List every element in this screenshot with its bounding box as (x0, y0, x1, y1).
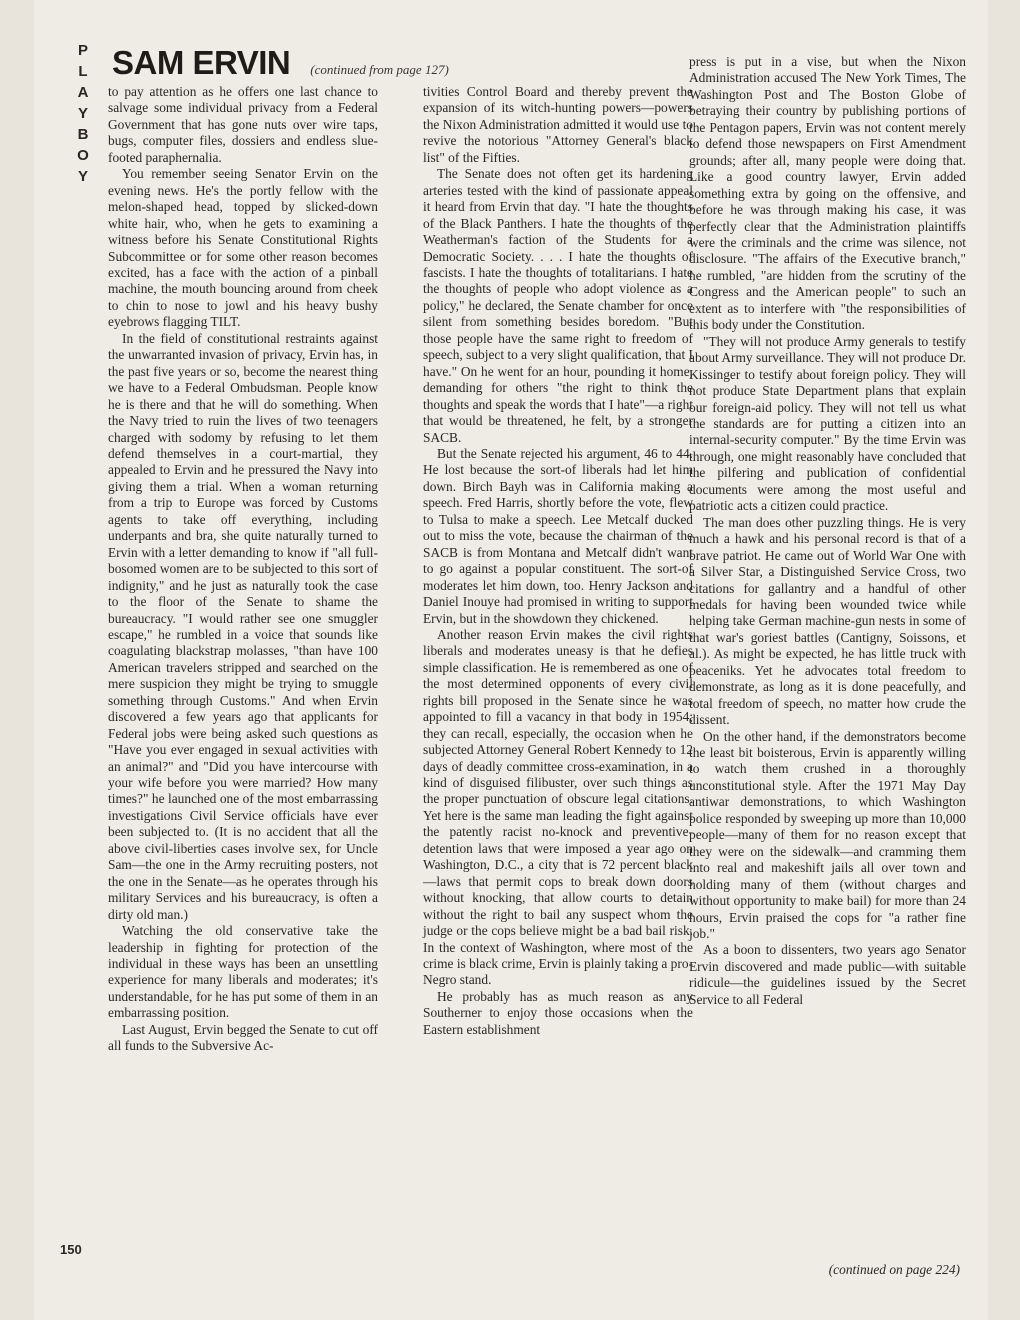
text-column-1 (108, 84, 378, 1055)
continued-on-note: (continued on page 224) (828, 1262, 960, 1277)
paragraph: He probably has as much reason as any Southerner to enjoy those occasions when the Eastern establishment (423, 988, 693, 1037)
paragraph: You remember seeing Senator Ervin on the evening news. He's the portly fellow with the melon-shaped head, topped by slicked-down white hair, who, when he gets to examining a witness before his Senate Constitutional Rights Subcommittee or for some other reason becomes excited, has a face with the action of a pinball machine, the mouth bouncing around from cheek to chin to nose to jowl and his heavy bushy eyebrows flagging TILT. (108, 166, 378, 330)
paragraph: tivities Control Board and thereby prevent the expansion of its witch-hunting powers—powers the Nixon Administration admitted it would use to revive the notorious "Attorney General's black list" of the Fifties. (423, 84, 693, 165)
text-column-3 (689, 54, 966, 1008)
continued-from-note: (continued from page 127) (310, 62, 449, 77)
masthead-letter: P (77, 42, 88, 59)
paragraph: to pay attention as he offers one last chance to salvage some individual privacy from a Federal Government that has gone nuts over wire taps, bugs, computer files, dossiers and endless slue-footed paraphernalia. (108, 84, 378, 165)
paragraph: Watching the old conservative take the leadership in fighting for protection of the individual in these ways has been an unsettling experience for many liberals and moderates; it's understandable, for he has put some of them in an embarrassing position. (108, 923, 378, 1021)
magazine-masthead (72, 40, 94, 187)
paragraph: Last August, Ervin begged the Senate to cut off all funds to the Subversive Ac- (108, 1021, 378, 1054)
masthead-letter: Y (77, 168, 88, 185)
masthead-letter: Y (77, 105, 88, 122)
paragraph: The man does other puzzling things. He is very much a hawk and his personal record is that of a brave patriot. He came out of World War One with a Silver Star, a Distinguished Service Cross, two citations for gallantry and a handful of other medals for having been wounded twice while helping take German machine-gun nests in some of that war's goriest battles (Cantigny, Soissons, et al.). As might be expected, he has little truck with peaceniks. Yet he advocates total freedom to demonstrate, as long as it is done peacefully, and total freedom of speech, no matter how crude the dissent. (689, 514, 966, 728)
masthead-letter: A (77, 84, 89, 101)
masthead-letter: B (77, 126, 89, 143)
paragraph: But the Senate rejected his argument, 46 to 44. He lost because the sort-of liberals had let him down. Birch Bayh was in California making a speech. Fred Harris, shortly before the vote, flew to Tulsa to make a speech. Lee Metcalf ducked out to miss the vote, because the chairman of the SACB is from Montana and Metcalf didn't want to go against a popular constituent. The sort-of moderates let him down, too. Henry Jackson and Daniel Inouye had promised in writing to support Ervin, but in the showdown they chickened. (423, 445, 693, 626)
masthead-letter: O (77, 147, 89, 164)
article-header (112, 44, 449, 82)
text-column-2 (423, 84, 693, 1038)
magazine-page (34, 0, 988, 1320)
paragraph: Another reason Ervin makes the civil rights liberals and moderates uneasy is that he defies simple classification. He is remembered as one of the most determined opponents of every civil rights bill proposed in the Senate since he was appointed to fill a vacancy in that body in 1954; they can recall, especially, the occasion when he subjected Attorney General Robert Kennedy to 12 days of deadly committee cross-examination, in a kind of disguised filibuster, over such things as the proper punctuation of obscure legal citations. Yet here is the same man leading the fight against the patently racist no-knock and preventive-detention laws that were imposed a year ago on Washington, D.C., a city that is 72 percent black—laws that permit cops to break down doors without knocking, that allow courts to detain without the right to bail any suspect whom the judge or the cops believe might be a bad bail risk. In the context of Washington, where most of the crime is black crime, Ervin is plainly taking a pro-Negro stand. (423, 626, 693, 988)
paragraph: press is put in a vise, but when the Nixon Administration accused The New York Times, The Washington Post and The Boston Globe of betraying their country by publishing portions of the Pentagon papers, Ervin was not content merely to defend those newspapers on First Amendment grounds; after all, many people were doing that. Like a good country lawyer, Ervin added something extra by going on the offensive, and before he was through making his case, it was perfectly clear that the Administration plaintiffs were the criminals and the crime was silence, not disclosure. "The affairs of the Executive branch," he rumbled, "are hidden from the scrutiny of the Congress and the American people" to such an extent as to interfere with "the responsibilities of this body under the Constitution. (689, 54, 966, 333)
paragraph: In the field of constitutional restraints against the unwarranted invasion of privacy, Ervin has, in the past five years or so, become the nearest thing we have to a Federal Ombudsman. People know he is there and that he will do something. When the Navy tried to ruin the lives of two teenagers charged with sodomy by refusing to let them defend themselves in a court-martial, they appealed to Ervin and he pressured the Navy into giving them a trial. When a woman returning from a trip to Europe was forced by Customs agents to take off everything, including underpants and bra, she quite naturally turned to Ervin with a letter demanding to know if "all full-bosomed women are to be subjected to this sort of indignity," and he just as naturally took the case to the floor of the Senate to shame the bureaucracy. "I would rather see one smuggler escape," he rumbled in a voice that sounds like coagulating blackstrap molasses, "than have 100 American travelers stripped and searched on the mere suspicion they might be trying to smuggle something through Customs." And when Ervin discovered a few years ago that applicants for Federal jobs were being asked such questions as "Have you ever engaged in sexual activities with an animal?" and "Did you have intercourse with your wife before you were married? How many times?" he launched one of the most embarrassing investigations Civil Service officials have ever been subjected to. (It is no accident that all the above civil-liberties cases involve sex, for Uncle Sam—the one in the Army recruiting posters, not the one in the Senate—as he operates through his military Services and his bureaucracy, is often a dirty old man.) (108, 330, 378, 922)
paragraph: The Senate does not often get its hardening arteries tested with the kind of passionate appeal it heard from Ervin that day. "I hate the thoughts of the Black Panthers. I hate the thoughts of the Weatherman's faction of the Students for a Democratic Society. . . . I hate the thoughts of fascists. I hate the thoughts of totalitarians. I hate the thoughts of people who adopt violence as a policy," he declared, the Senate chamber for once silent from something besides boredom. "But those people have the same right to freedom of speech, subject to a very slight qualification, that I have." On he went for an hour, pounding it home, demanding for others "the right to think the thoughts and speak the words that I hate"—a right that would be threatened, he felt, by a stronger SACB. (423, 166, 693, 445)
paragraph: As a boon to dissenters, two years ago Senator Ervin discovered and made public—with suitable ridicule—the guidelines issued by the Secret Service to all Federal (689, 942, 966, 1007)
masthead-letter: L (78, 63, 88, 80)
page-number: 150 (60, 1242, 82, 1257)
article-title: SAM ERVIN (112, 44, 291, 81)
paragraph: On the other hand, if the demonstrators become the least bit boisterous, Ervin is apparently willing to watch them crushed in a thoroughly unconstitutional style. After the 1971 May Day antiwar demonstrations, to which Washington police responded by sweeping up more than 10,000 people—many of them for no reason except that they were on the sidewalk—and cramming them into real and makeshift jails all over town and holding many of them (without charges and without opportunity to make bail) for more than 24 hours, Ervin praised the cops for "a rather fine job." (689, 728, 966, 942)
paragraph: "They will not produce Army generals to testify about Army surveillance. They will not produce Dr. Kissinger to testify about foreign policy. They will not produce State Department plans that explain our foreign-aid policy. They will not tell us what the standards are for putting a citizen into an internal-security computer." By the time Ervin was through, one might reasonably have concluded that the pilfering and publication of confidential documents were among the most useful and patriotic acts a citizen could practice. (689, 333, 966, 514)
